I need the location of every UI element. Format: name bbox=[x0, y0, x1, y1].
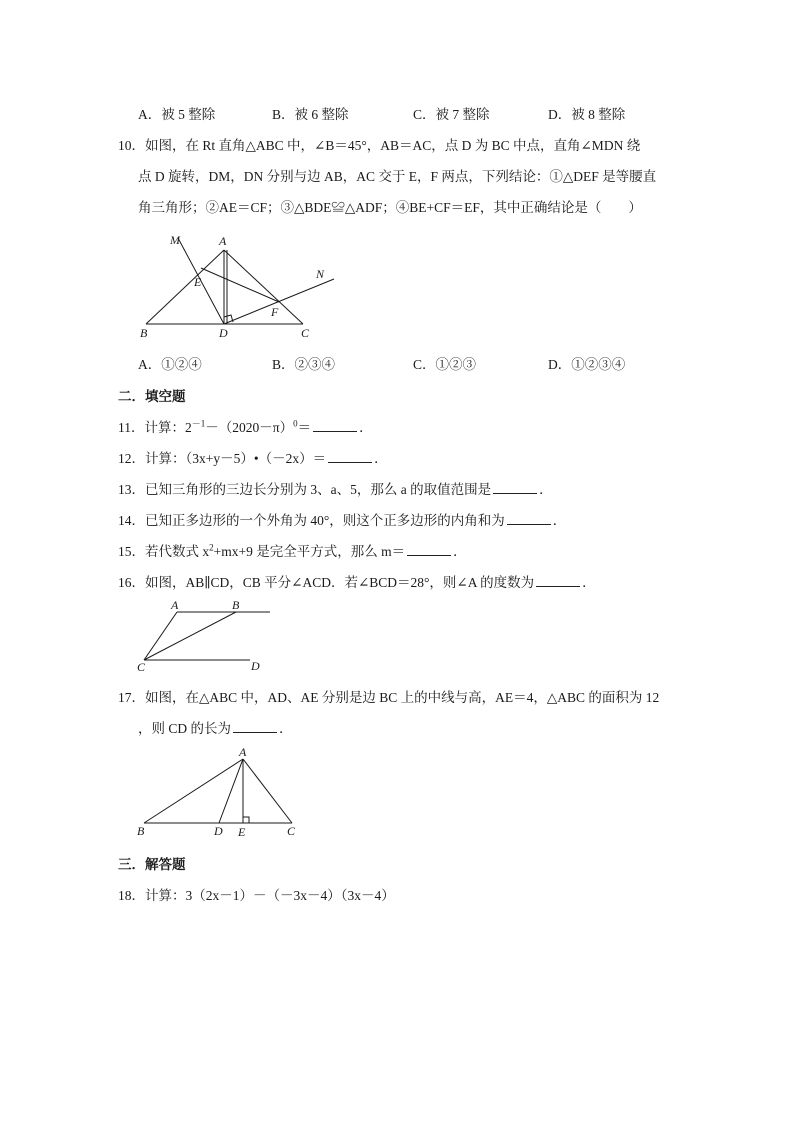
q11-pre: 11．计算：2 bbox=[118, 420, 192, 435]
section-solve-title: 三．解答题 bbox=[118, 857, 186, 873]
q16-label-c: C bbox=[137, 660, 146, 674]
q10-line3: 角三角形；②AE＝CF；③△BDE≌△ADF；④BE+CF＝EF，其中正确结论是（ ） bbox=[138, 200, 642, 215]
q10-label-c: C bbox=[301, 326, 310, 340]
q13-answer-blank[interactable] bbox=[493, 481, 537, 494]
q11-equals: ＝ bbox=[297, 420, 312, 435]
q10-label-f: F bbox=[271, 305, 279, 319]
question-14 bbox=[118, 509, 566, 529]
q11-answer-blank[interactable] bbox=[313, 419, 357, 432]
q16-text: 16．如图，AB∥CD，CB 平分∠ACD．若∠BCD＝28°，则∠A 的度数为 bbox=[118, 575, 535, 590]
q17-label-b: B bbox=[137, 824, 145, 838]
question-13 bbox=[118, 478, 553, 498]
q10-label-e: E bbox=[194, 275, 202, 289]
q16-answer-blank[interactable] bbox=[536, 574, 580, 587]
q16-label-b: B bbox=[232, 598, 240, 612]
q10-option-b: B．②③④ bbox=[272, 357, 336, 372]
q15-exponent: 2 bbox=[209, 542, 214, 553]
question-11 bbox=[118, 416, 373, 436]
q11-end: ． bbox=[359, 420, 373, 435]
q9-option-d: D．被 8 整除 bbox=[548, 107, 626, 122]
question-16 bbox=[118, 571, 596, 591]
q13-text: 13．已知三角形的三边长分别为 3、a、5，那么 a 的取值范围是 bbox=[118, 482, 492, 497]
q10-label-b: B bbox=[140, 326, 148, 340]
q11-exponent-zero: 0 bbox=[293, 418, 298, 429]
q10-option-a: A．①②④ bbox=[138, 357, 202, 372]
q17-answer-blank[interactable] bbox=[233, 720, 277, 733]
q10-line2: 点 D 旋转，DM，DN 分别与边 AB，AC 交于 E，F 两点，下列结论：①△DEF 是等腰直 bbox=[138, 169, 657, 184]
q11-exponent: －1 bbox=[191, 418, 206, 429]
q15-pre: 15．若代数式 x bbox=[118, 544, 210, 559]
question-15 bbox=[118, 540, 467, 560]
q15-answer-blank[interactable] bbox=[407, 543, 451, 556]
q17-end: ． bbox=[279, 721, 293, 736]
q14-answer-blank[interactable] bbox=[507, 512, 551, 525]
question-12 bbox=[118, 447, 388, 467]
q17-label-a: A bbox=[239, 745, 247, 759]
q17-label-c: C bbox=[287, 824, 296, 838]
q15-mid: +mx+9 是完全平方式，那么 m＝ bbox=[213, 544, 406, 559]
q10-label-a: A bbox=[219, 234, 227, 248]
q17-line2-text: ，则 CD 的长为 bbox=[138, 721, 232, 736]
q14-end: ． bbox=[552, 513, 567, 528]
q14-text: 14．已知正多边形的一个外角为 40°，则这个正多边形的内角和为 bbox=[118, 513, 505, 528]
q17-label-e: E bbox=[238, 825, 246, 839]
q10-label-d: D bbox=[219, 326, 228, 340]
q16-label-d: D bbox=[251, 659, 260, 673]
q17-label-d: D bbox=[214, 824, 223, 838]
q12-answer-blank[interactable] bbox=[328, 450, 372, 463]
q16-label-a: A bbox=[171, 598, 179, 612]
q12-end: ． bbox=[374, 451, 388, 466]
q10-label-n: N bbox=[316, 267, 325, 281]
q9-option-c: C．被 7 整除 bbox=[413, 107, 490, 122]
q16-end: ． bbox=[582, 575, 596, 590]
question-18: 18．计算：3（2x－1）－（－3x－4）（3x－4） bbox=[118, 888, 395, 903]
q10-option-c: C．①②③ bbox=[413, 357, 477, 372]
q11-mid: －（2020－π） bbox=[205, 420, 294, 435]
q15-end: ． bbox=[453, 544, 467, 559]
q10-line1: 10．如图，在 Rt 直角△ABC 中，∠B＝45°，AB＝AC，点 D 为 BC 中点，直角∠MDN 绕 bbox=[118, 138, 641, 153]
q13-end: ． bbox=[539, 482, 553, 497]
q9-option-a: A．被 5 整除 bbox=[138, 107, 216, 122]
q10-option-d: D．①②③④ bbox=[548, 357, 626, 372]
question-17-line2 bbox=[138, 717, 293, 737]
q10-label-m: M bbox=[170, 233, 180, 247]
q10-figure bbox=[130, 228, 350, 346]
q12-text: 12．计算：（3x+y－5）•（－2x）＝ bbox=[118, 451, 327, 466]
q16-figure bbox=[130, 596, 280, 674]
q9-option-b: B．被 6 整除 bbox=[272, 107, 349, 122]
section-fill-in-title: 二．填空题 bbox=[118, 389, 186, 405]
q17-line1: 17．如图，在△ABC 中，AD、AE 分别是边 BC 上的中线与高，AE＝4，△ABC 的面积为 12 bbox=[118, 690, 660, 705]
q17-figure bbox=[130, 744, 310, 842]
